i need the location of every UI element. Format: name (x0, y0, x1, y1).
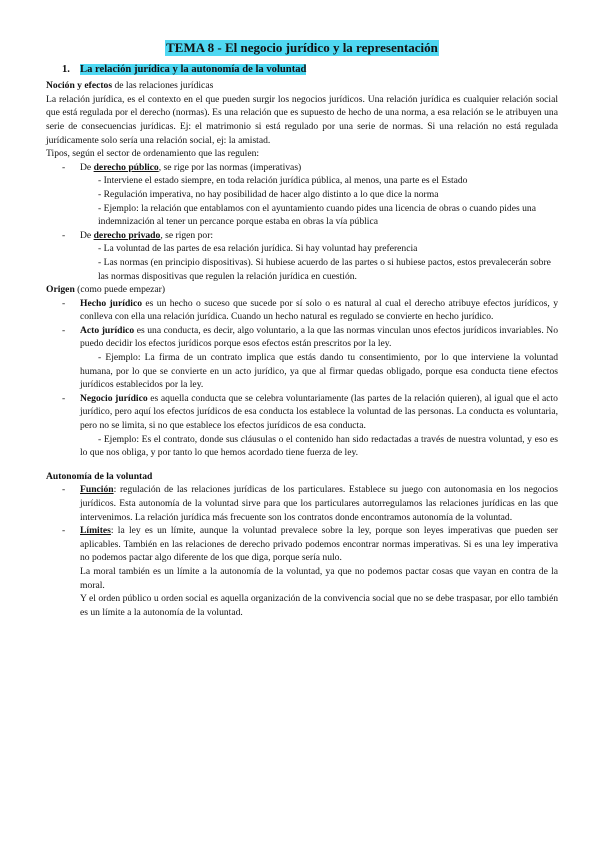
privado-item-2: - Las normas (en principio dispositivas). Si hubiese acuerdo de las partes o si hubiese pactos, estos prevalecerán sobre las normas dispositivas que regulen la relación jurídica en cuestión. (98, 256, 551, 282)
funcion-rest: : regulación de las relaciones jurídicas de los particulares. Establece su juego con autonomasia en los negocios jurídicos. Esta autonomía de la voluntad sirve para que los particulares autorregulamos las relaciones jurídicas en las que intervenimos. La relación jurídica más frecuente son los contratos donde encontramos autonomía de la voluntad. (80, 484, 558, 523)
privado-item-1: - La voluntad de las partes de esa relación jurídica. Si hay voluntad hay preferencia (98, 243, 418, 255)
negocio-rest: es aquella conducta que se celebra voluntariamente (las partes de la relación quieren), al igual que el acto jurídico, pero aquí los efectos jurídicos de esa conducta los establece la voluntad de las personas. La conducta es voluntaria, pero no se limita, si no que establece los efectos jurídicos de esa conducta. (80, 392, 558, 432)
bullet-dash: - (62, 229, 66, 241)
acto-example: - Ejemplo: La firma de un contrato implica que estás dando tu consentimiento, por lo que interviene la voluntad humana, por lo que se convierte en un acto jurídico, ya que al firmar quedas obligado, porque esa conducta tiene efectos jurídicos establecidos por la ley. (80, 352, 558, 391)
bullet-hecho-juridico (46, 297, 558, 324)
spacer (46, 460, 558, 470)
publico-bold: derecho público (93, 161, 159, 173)
origen-heading (46, 283, 558, 297)
bullet-dash: - (62, 161, 66, 173)
bullet-acto-juridico (46, 324, 558, 351)
bullet-dash: - (62, 297, 66, 309)
limites-rest: : la ley es un límite, aunque la voluntad prevalece sobre la ley, porque son leyes imperativas que pueden ser aplicables. También en las relaciones de derecho privado podemos encontrar normas imperativas. Si es una ley imperativa no podemos pactar algo diferente de los que diga, porque sería nulo. (80, 525, 558, 564)
autonomia-heading-bold: Autonomía de la voluntad (46, 470, 153, 482)
publico-item-3: - Ejemplo: la relación que entablamos con el ayuntamiento cuando pides una licencia de obras o cuando pides una indemnización al tener un percance porque estaba en obras la vía pública (98, 202, 536, 228)
bullet-derecho-privado (46, 229, 558, 243)
bullet-limites (46, 524, 558, 565)
acto-rest: es una conducta, es decir, algo voluntario, a la que las normas vinculan unos efectos jurídicos invariables. No puedo decidir los efectos jurídicos porque esos efectos están prescritos por la ley. (80, 324, 558, 350)
document-page (46, 40, 558, 619)
bullet-derecho-publico (46, 161, 558, 175)
section-number: 1. (62, 63, 70, 75)
title-wrap (46, 40, 558, 57)
funcion-bold: Función (80, 484, 114, 496)
bullet-dash: - (62, 484, 66, 496)
bullet-dash: - (62, 392, 66, 404)
limites-bold: Límites (80, 525, 111, 537)
publico-rest: , se rige por las normas (imperativas) (158, 161, 302, 173)
bullet-dash: - (62, 324, 66, 336)
acto-bold: Acto jurídico (80, 324, 135, 336)
origen-heading-bold: Origen (46, 284, 75, 296)
publico-pre: De (80, 161, 94, 173)
publico-item-1: - Interviene el estado siempre, en toda relación jurídica pública, al menos, una parte es el Estado (98, 175, 468, 187)
hecho-bold: Hecho jurídico (80, 297, 143, 309)
section-title: La relación jurídica y la autonomía de la voluntad (80, 63, 307, 75)
nocion-heading-rest: de las relaciones jurídicas (112, 80, 214, 92)
nocion-paragraph: La relación jurídica, es el contexto en el que pueden surgir los negocios jurídicos. Una relación jurídica es cualquier relación social que está regulada por el derecho (normas). Es una relación que es supuesto de hecho de una norma, a esa relación se le atribuyen una serie de consecuencias jurídicas. Ej: el matrimonio si está regulado por una serie de normas. Si una relación no está regulada jurídicamente solo sería una relación social, ej: la amistad. (46, 93, 558, 146)
privado-pre: De (80, 229, 94, 241)
origen-heading-rest: (como puede empezar) (74, 284, 166, 296)
hecho-rest: es un hecho o suceso que sucede por sí solo o es natural al cual el derecho atribuye efectos jurídicos, y conlleva con ella una relación jurídica. Cuando un hecho natural es regulado se convierte en hecho jurídico. (80, 297, 558, 323)
negocio-bold: Negocio jurídico (80, 392, 148, 404)
tipos-line: Tipos, según el sector de ordenamiento que las regulen: (46, 148, 260, 160)
limites-moral: La moral también es un límite a la autonomía de la voluntad, ya que no podemos pactar cosas que vayan en contra de la moral. (80, 565, 558, 591)
privado-bold: derecho privado (93, 229, 161, 241)
bullet-funcion (46, 483, 558, 524)
bullet-negocio-juridico (46, 392, 558, 433)
section-heading (62, 63, 558, 77)
page-title: TEMA 8 - El negocio jurídico y la representación (166, 40, 438, 55)
publico-item-2: - Regulación imperativa, no hay posibilidad de hacer algo distinto a lo que dice la norma (98, 188, 439, 200)
limites-orden: Y el orden público u orden social es aquella organización de la convivencia social que no se debe traspasar, por ello también es un límite a la autonomía de la voluntad. (80, 593, 558, 618)
privado-rest: , se rigen por: (160, 229, 214, 241)
nocion-heading-bold: Noción y efectos (46, 80, 113, 92)
autonomia-heading (46, 470, 558, 484)
negocio-example: - Ejemplo: Es el contrato, donde sus cláusulas o el contenido han sido redactadas a través de nuestra voluntad, y eso es lo que nos obliga, y por tanto lo que hemos acordado tiene fuerza de ley. (80, 433, 558, 459)
nocion-heading (46, 79, 558, 93)
bullet-dash: - (62, 525, 66, 537)
